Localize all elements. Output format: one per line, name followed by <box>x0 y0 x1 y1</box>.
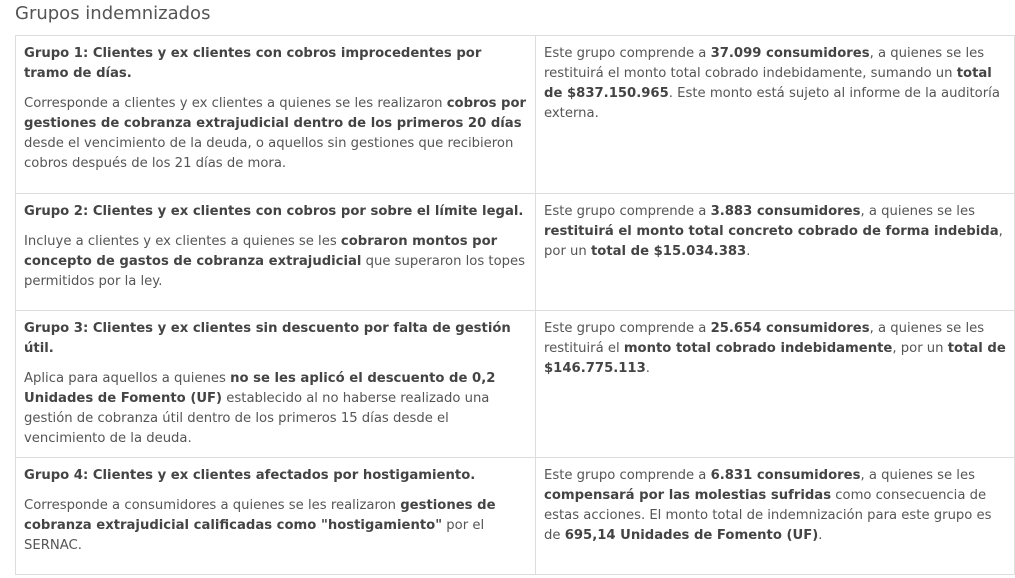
group-4-detail <box>544 466 1006 546</box>
text-segment: . <box>746 244 751 259</box>
text-segment: Este grupo comprende a <box>544 46 711 61</box>
text-segment: , a quienes se les restituirá el <box>544 321 985 356</box>
group-3-detail-cell <box>536 311 1015 458</box>
text-segment: Este grupo comprende a <box>544 204 711 219</box>
group-3-description <box>24 369 527 449</box>
text-segment: Corresponde a consumidores a quienes se les realizaron <box>24 498 401 513</box>
bold-segment: total de $15.034.383 <box>590 244 747 259</box>
table-row <box>16 458 1015 575</box>
group-1-detail-cell <box>536 36 1015 194</box>
bold-segment: 695,14 Unidades de Fomento (UF) <box>564 528 819 543</box>
text-segment: Este grupo comprende a <box>544 468 711 483</box>
group-4-title: Grupo 4: Clientes y ex clientes afectados por hostigamiento. <box>24 468 476 483</box>
text-segment: establecido al no haberse realizado una gestión de cobranza útil dentro de los primeros 15 días desde el vencimiento de la deuda. <box>24 391 490 446</box>
text-segment: Corresponde a clientes y ex clientes a quienes se les realizaron <box>24 96 447 111</box>
text-segment: , por un <box>892 341 948 356</box>
group-4-detail-cell <box>536 458 1015 575</box>
text-segment: desde el vencimiento de la deuda, o aquellos sin gestiones que recibieron cobros después de los 21 días de mora. <box>24 136 514 171</box>
group-2-description <box>24 232 527 292</box>
bold-segment: cobros por gestiones de cobranza extrajudicial dentro de los primeros 20 días <box>24 96 527 131</box>
bold-segment: gestiones de cobranza extrajudicial calificadas como "hostigamiento" <box>24 498 496 533</box>
group-2-detail <box>544 202 1006 262</box>
text-segment: , por un <box>544 224 1003 259</box>
table-row <box>16 311 1015 458</box>
table-row <box>16 36 1015 194</box>
bold-segment: no se les aplicó el descuento de 0,2 Unidades de Fomento (UF) <box>24 371 496 406</box>
text-segment: , a quienes se les restituirá el monto total cobrado indebidamente, sumando un <box>544 46 985 81</box>
text-segment: que superaron los topes permitidos por la ley. <box>24 254 526 289</box>
group-3-summary-cell <box>16 311 536 458</box>
bold-segment: 6.831 consumidores <box>710 468 861 483</box>
bold-segment: 37.099 consumidores <box>710 46 870 61</box>
text-segment: como consecuencia de estas acciones. El monto total de indemnización para este grupo es de <box>544 488 992 543</box>
text-segment: . <box>645 361 650 376</box>
text-segment: Incluye a clientes y ex clientes a quienes se les <box>24 234 341 249</box>
bold-segment: 25.654 consumidores <box>710 321 870 336</box>
group-4-summary-cell <box>16 458 536 575</box>
bold-segment: total de $837.150.965 <box>544 66 992 101</box>
group-2-title: Grupo 2: Clientes y ex clientes con cobros por sobre el límite legal. <box>24 204 524 219</box>
text-segment: Aplica para aquellos a quienes <box>24 371 231 386</box>
group-1-detail <box>544 44 1006 124</box>
group-2-detail-cell <box>536 194 1015 311</box>
bold-segment: cobraron montos por concepto de gastos de cobranza extrajudicial <box>24 234 498 269</box>
section-title: Grupos indemnizados <box>15 3 211 24</box>
bold-segment: total de $146.775.113 <box>544 341 1006 376</box>
group-3-title: Grupo 3: Clientes y ex clientes sin descuento por falta de gestión útil. <box>24 321 511 356</box>
group-1-summary-cell <box>16 36 536 194</box>
bold-segment: restituirá el monto total concreto cobrado de forma indebida <box>544 224 999 239</box>
group-4-description <box>24 496 527 556</box>
group-1-description <box>24 94 527 174</box>
group-3-detail <box>544 319 1006 379</box>
text-segment: . <box>818 528 823 543</box>
table-row <box>16 194 1015 311</box>
groups-table <box>15 35 1015 575</box>
bold-segment: 3.883 consumidores <box>710 204 861 219</box>
text-segment: , a quienes se les <box>860 468 975 483</box>
text-segment: Este grupo comprende a <box>544 321 711 336</box>
text-segment: . Este monto está sujeto al informe de la auditoría externa. <box>544 86 1000 121</box>
bold-segment: compensará por las molestias sufridas <box>544 488 832 503</box>
group-2-summary-cell <box>16 194 536 311</box>
group-1-title: Grupo 1: Clientes y ex clientes con cobros improcedentes por tramo de días. <box>24 46 482 81</box>
text-segment: , a quienes se les <box>860 204 975 219</box>
bold-segment: monto total cobrado indebidamente <box>623 341 893 356</box>
text-segment: por el SERNAC. <box>24 518 485 553</box>
